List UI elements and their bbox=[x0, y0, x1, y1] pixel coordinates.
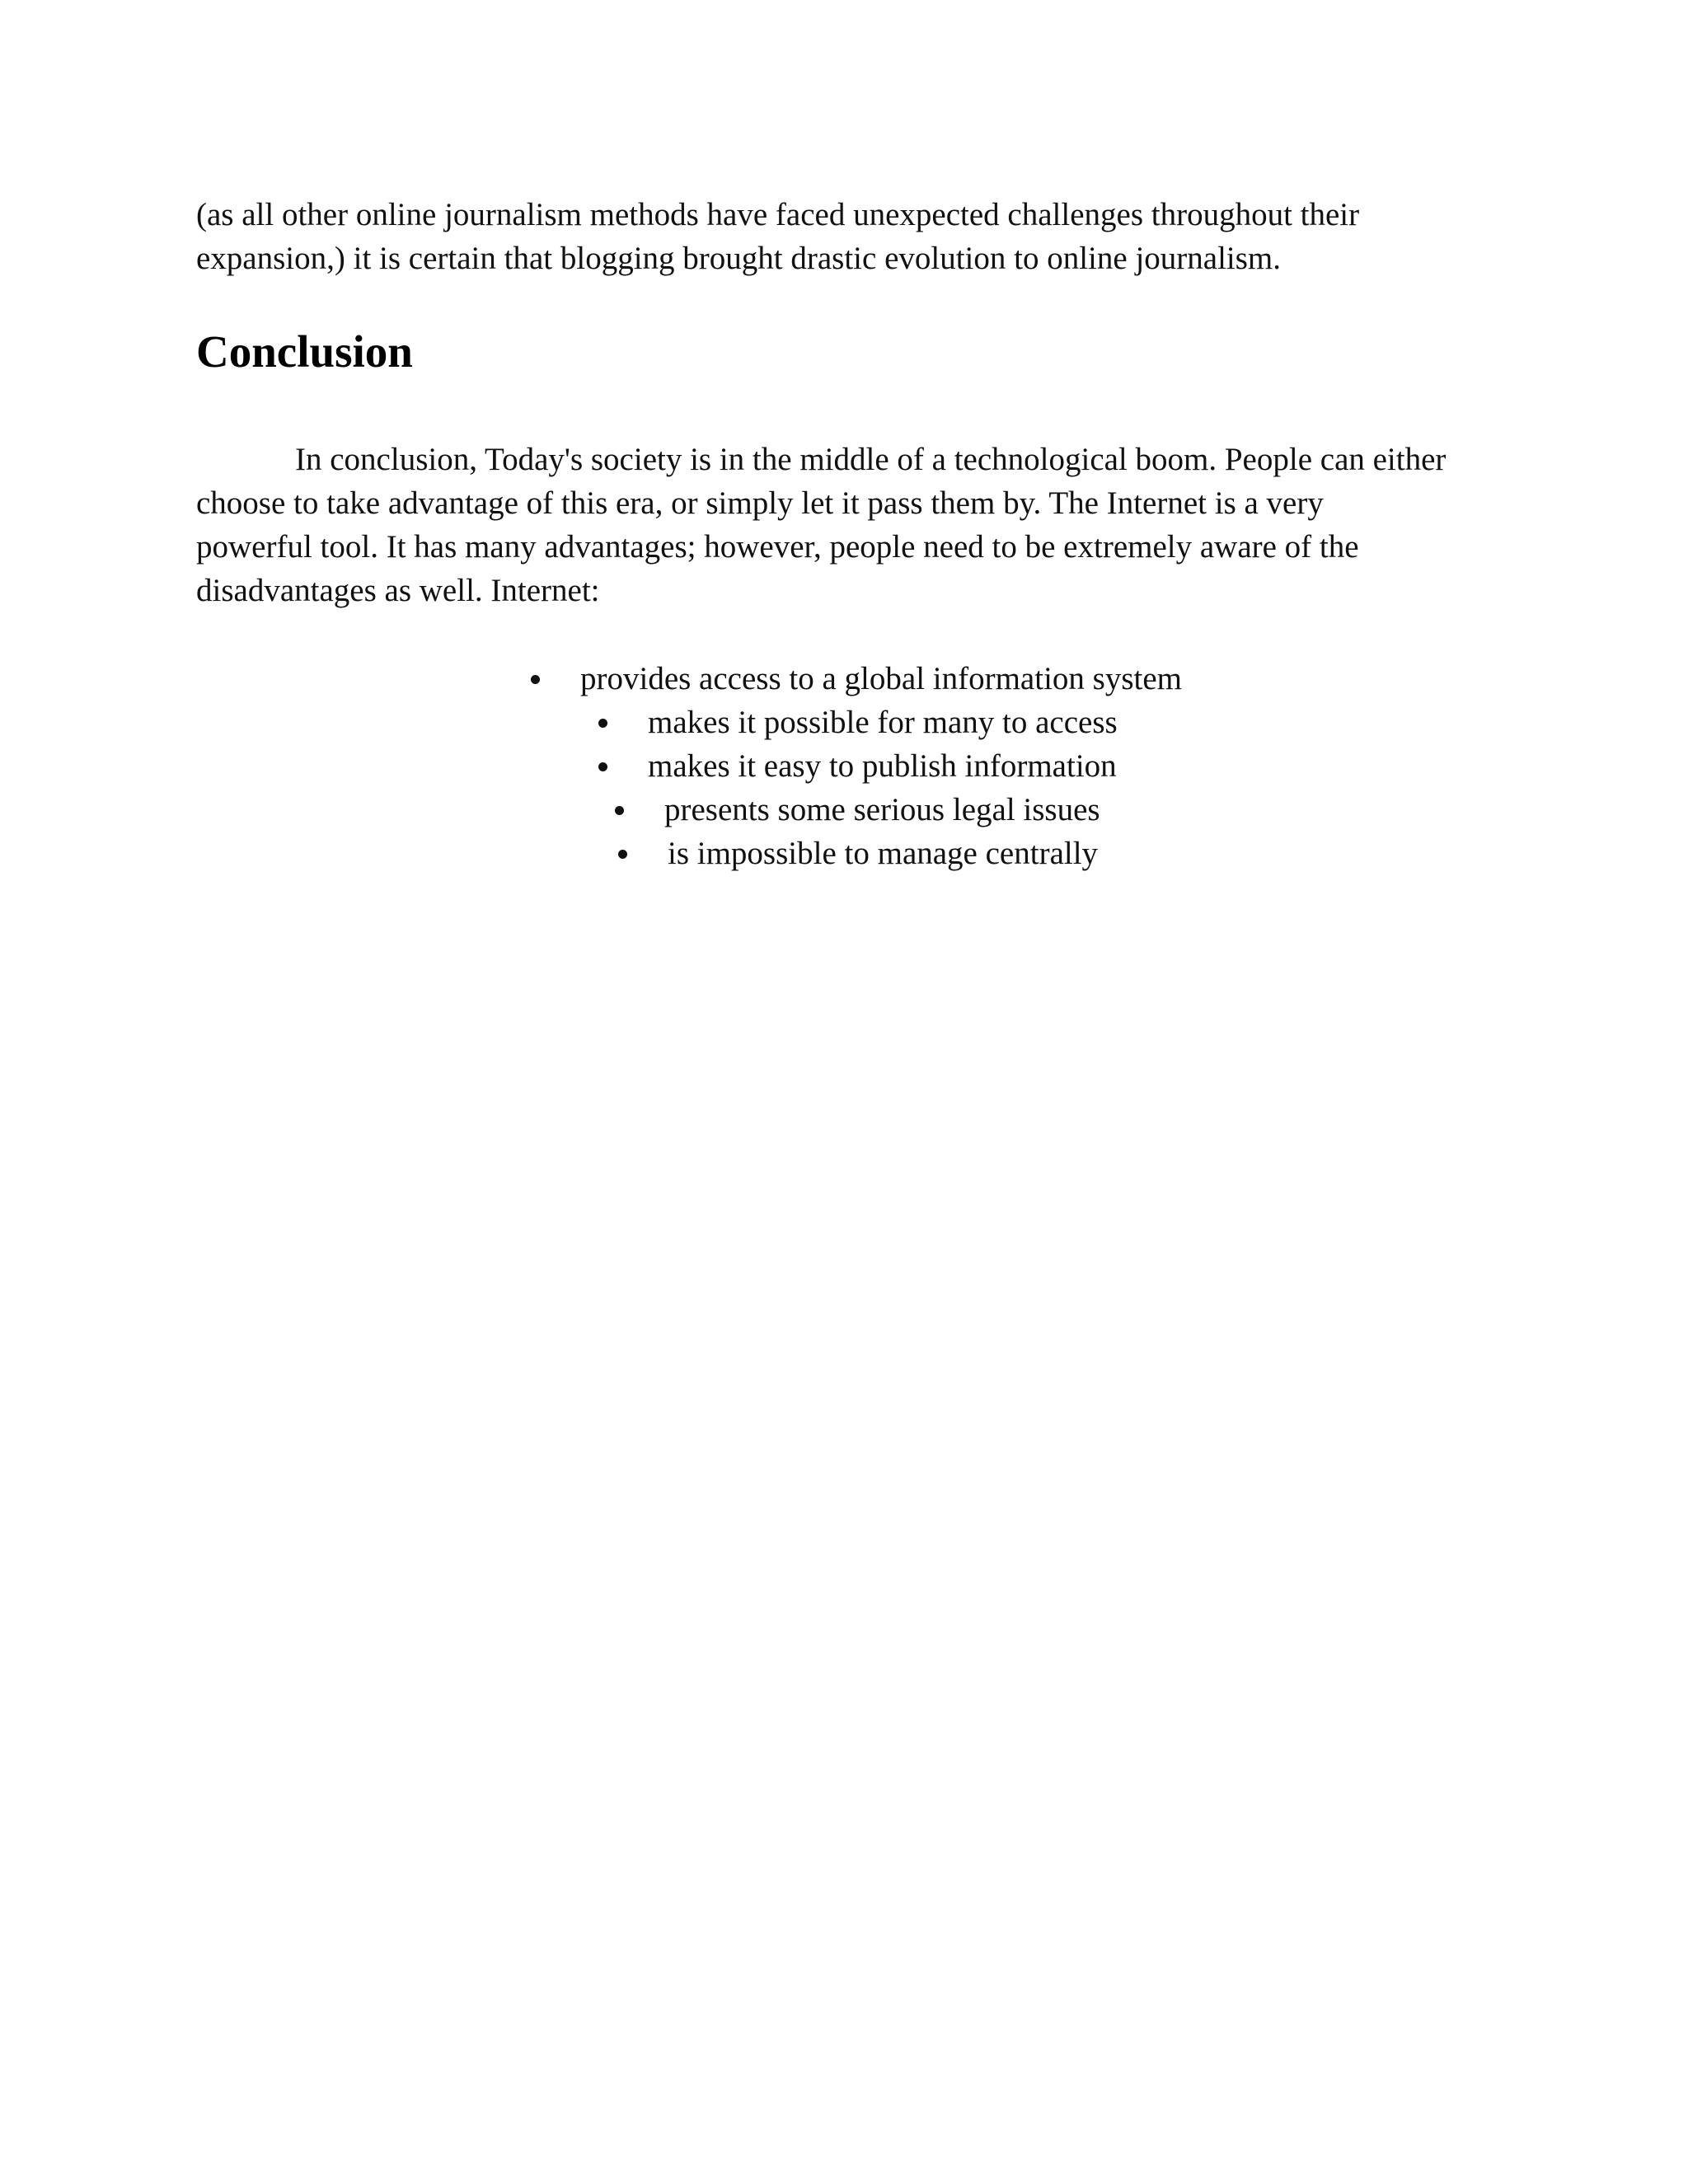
bullet-text: makes it possible for many to access bbox=[648, 705, 1118, 740]
bullet-dot-icon bbox=[531, 675, 540, 684]
bullet-item bbox=[0, 788, 1688, 832]
bullet-dot-icon bbox=[615, 806, 624, 815]
bullet-item bbox=[0, 657, 1688, 701]
bullet-text: provides access to a global information system bbox=[580, 661, 1182, 696]
bullet-item bbox=[0, 701, 1688, 744]
bullet-text: presents some serious legal issues bbox=[664, 792, 1100, 827]
bullet-text: makes it easy to publish information bbox=[648, 748, 1117, 784]
conclusion-paragraph bbox=[196, 438, 1515, 612]
paragraph-line: In conclusion, Today's society is in the middle of a technological boom. People can either bbox=[295, 442, 1447, 477]
bullet-item bbox=[0, 832, 1688, 875]
paragraph-line: (as all other online journalism methods have faced unexpected challenges throughout their bbox=[196, 197, 1360, 232]
paragraph-line: expansion,) it is certain that blogging brought drastic evolution to online journalism. bbox=[196, 241, 1282, 276]
continuation-paragraph bbox=[196, 193, 1515, 280]
bullet-item bbox=[0, 744, 1688, 788]
section-heading: Conclusion bbox=[196, 326, 413, 377]
bullet-dot-icon bbox=[598, 762, 607, 771]
paragraph-line: powerful tool. It has many advantages; however, people need to be extremely aware of the bbox=[196, 529, 1359, 565]
internet-bullet-list bbox=[0, 657, 1688, 875]
paragraph-line: disadvantages as well. Internet: bbox=[196, 573, 600, 608]
paragraph-line: choose to take advantage of this era, or simply let it pass them by. The Internet is a very bbox=[196, 485, 1324, 521]
bullet-text: is impossible to manage centrally bbox=[668, 836, 1099, 871]
bullet-dot-icon bbox=[598, 719, 607, 728]
bullet-dot-icon bbox=[618, 850, 627, 859]
